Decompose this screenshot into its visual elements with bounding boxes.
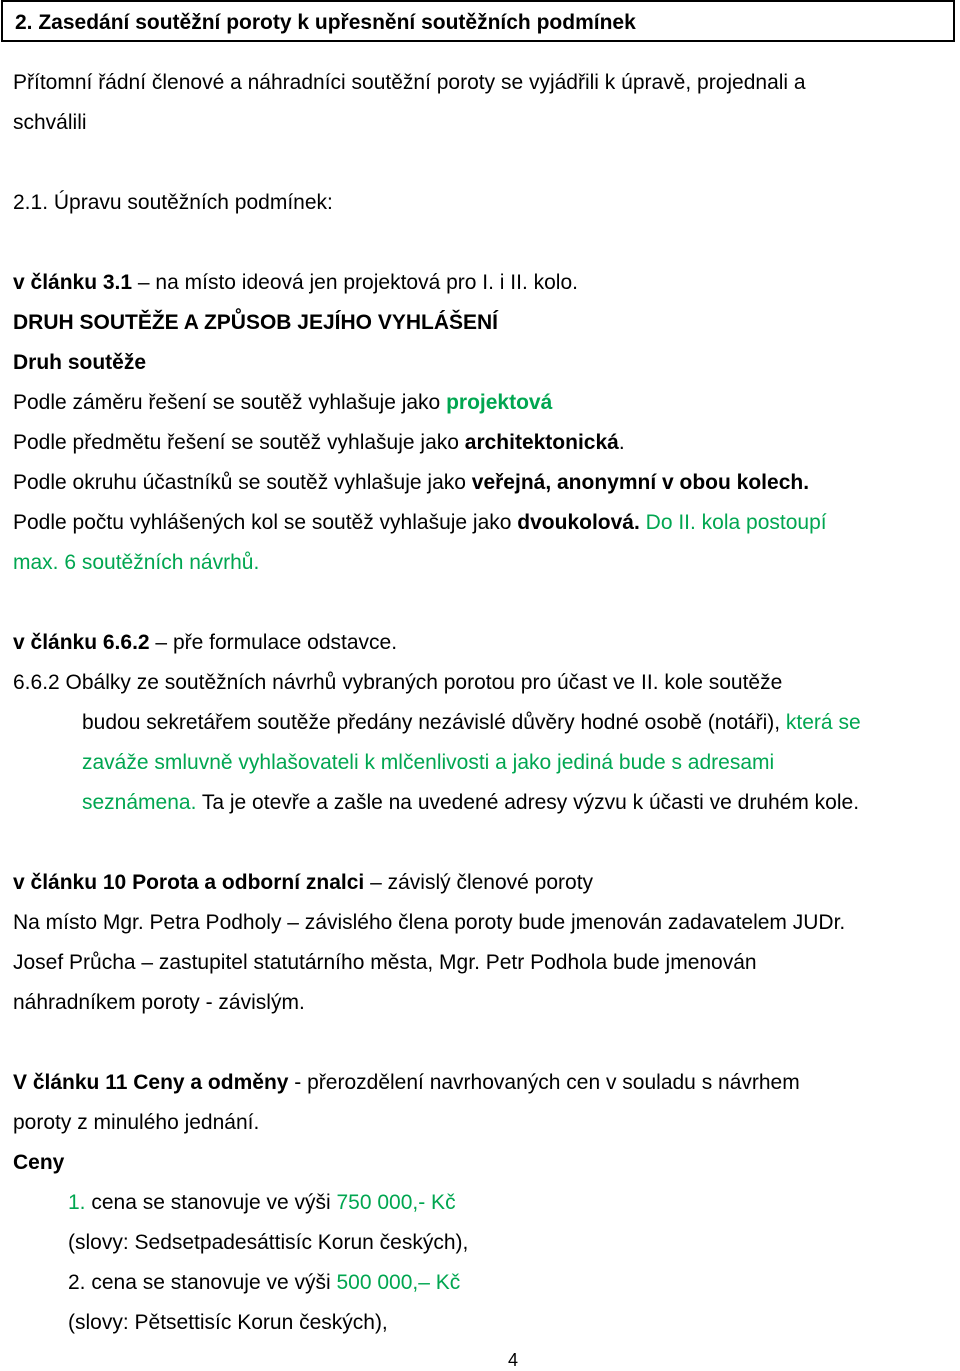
article-3-1 <box>13 271 578 295</box>
paragraph-zamer <box>13 391 552 415</box>
intro-line-1: Přítomní řádní členové a náhradníci soutěžní poroty se vyjádřili k úpravě, projednali a <box>13 71 806 94</box>
prize-1-number: 1. <box>68 1191 86 1214</box>
article-6-6-2-text: – pře formulace odstavce. <box>149 631 398 654</box>
section-6-6-2-line-4 <box>82 791 859 815</box>
article-3-1-label: v článku 3.1 <box>13 271 133 294</box>
paragraph-zamer-value: projektová <box>446 391 553 414</box>
article-10-line-2: Josef Průcha – zastupitel statutárního města, Mgr. Petr Podhola bude jmenován <box>13 951 757 974</box>
druh-subheading: Druh soutěže <box>13 351 147 374</box>
paragraph-pocet-text: Podle počtu vyhlášených kol se soutěž vyhlašuje jako <box>13 511 518 534</box>
article-10-line-3: náhradníkem poroty - závislým. <box>13 991 305 1014</box>
prize-2-words: (slovy: Pětsettisíc Korun českých), <box>68 1311 388 1334</box>
paragraph-pocet-value: dvoukolová. <box>517 511 640 534</box>
paragraph-predmet-value: architektonická <box>464 431 619 454</box>
section-6-6-2-line-3: zaváže smluvně vyhlašovateli k mlčenlivosti a jako jediná bude s adresami <box>82 751 775 774</box>
article-10 <box>13 871 593 895</box>
page-number: 4 <box>508 1350 519 1370</box>
prize-1 <box>68 1191 456 1215</box>
paragraph-pocet-green: Do II. kola postoupí <box>639 511 827 534</box>
article-11-line-2: poroty z minulého jednání. <box>13 1111 260 1134</box>
article-11-text: - přerozdělení navrhovaných cen v souladu s návrhem <box>288 1071 800 1094</box>
paragraph-pocet <box>13 511 827 535</box>
prize-1-amount: 750 000,- Kč <box>336 1191 456 1214</box>
subsection-2-1: 2.1. Úpravu soutěžních podmínek: <box>13 191 333 214</box>
paragraph-predmet <box>13 431 625 455</box>
section-6-6-2-green-2: která se <box>785 711 861 734</box>
article-10-line-1: Na místo Mgr. Petra Podholy – závislého člena poroty bude jmenován zadavatelem JUDr. <box>13 911 846 934</box>
paragraph-predmet-text: Podle předmětu řešení se soutěž vyhlašuje jako <box>13 431 465 454</box>
prize-2 <box>68 1271 460 1295</box>
paragraph-pocet-cont: max. 6 soutěžních návrhů. <box>13 551 260 574</box>
prize-1-words: (slovy: Sedsetpadesáttisíc Korun českých), <box>68 1231 469 1254</box>
article-11 <box>13 1071 800 1095</box>
article-6-6-2 <box>13 631 397 655</box>
section-6-6-2-green-4: seznámena. <box>82 791 197 814</box>
prize-2-text: 2. cena se stanovuje ve výši <box>68 1271 337 1294</box>
section-6-6-2-text-2: budou sekretářem soutěže předány nezávislé důvěry hodné osobě (notáři), <box>82 711 786 734</box>
paragraph-okruh <box>13 471 809 495</box>
article-10-label: v článku 10 Porota a odborní znalci <box>13 871 365 894</box>
article-6-6-2-label: v článku 6.6.2 <box>13 631 150 654</box>
section-6-6-2-text-1: Obálky ze soutěžních návrhů vybraných porotou pro účast ve II. kole soutěže <box>65 671 783 694</box>
article-3-1-text: – na místo ideová jen projektová pro I. i II. kolo. <box>132 271 578 294</box>
section-6-6-2-text-4: Ta je otevře a zašle na uvedené adresy výzvu k účasti ve druhém kole. <box>196 791 860 814</box>
article-10-text: – závislý členové poroty <box>364 871 594 894</box>
section-6-6-2-line-2 <box>82 711 861 735</box>
heading-box <box>1 0 955 42</box>
prize-2-amount: 500 000,– Kč <box>336 1271 461 1294</box>
intro-line-2: schválili <box>13 111 87 134</box>
prize-1-text: cena se stanovuje ve výši <box>85 1191 337 1214</box>
ceny-heading: Ceny <box>13 1151 65 1174</box>
article-11-label: V článku 11 Ceny a odměny <box>13 1071 289 1094</box>
paragraph-okruh-value: veřejná, anonymní v obou kolech. <box>471 471 810 494</box>
section-6-6-2-line-1 <box>13 671 782 695</box>
paragraph-zamer-text: Podle záměru řešení se soutěž vyhlašuje jako <box>13 391 447 414</box>
paragraph-predmet-end: . <box>618 431 625 454</box>
section-6-6-2-number: 6.6.2 <box>13 671 66 694</box>
section-heading: 2. Zasedání soutěžní poroty k upřesnění soutěžních podmínek <box>15 11 636 34</box>
paragraph-okruh-text: Podle okruhu účastníků se soutěž vyhlašuje jako <box>13 471 472 494</box>
druh-heading: DRUH SOUTĚŽE A ZPŮSOB JEJÍHO VYHLÁŠENÍ <box>13 311 499 334</box>
